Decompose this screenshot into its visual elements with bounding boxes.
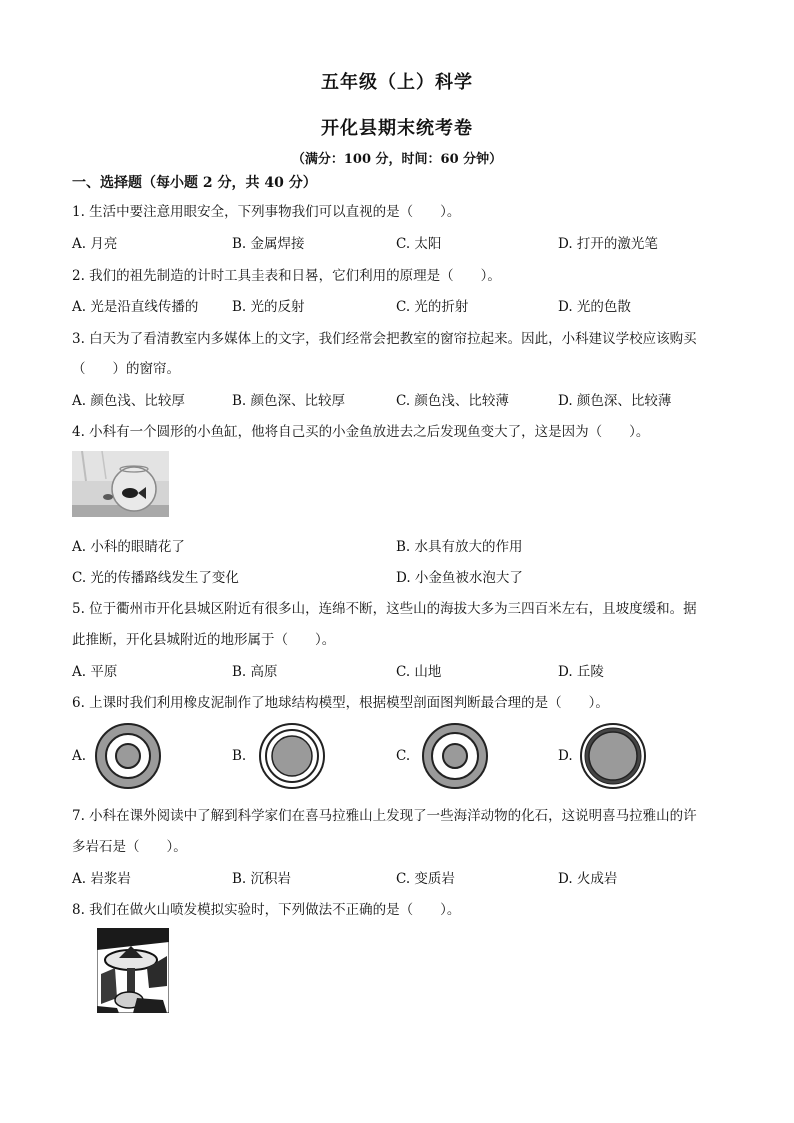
question-7-stem-line-1: 7. 小科在课外阅读中了解到科学家们在喜马拉雅山上发现了一些海洋动物的化石，这说明喜马拉雅山的许 — [72, 808, 697, 824]
q3-option-c[interactable]: C. 颜色浅、比较薄 — [396, 393, 509, 409]
q5-option-d[interactable]: D. 丘陵 — [558, 664, 604, 680]
q2-option-a[interactable]: A. 光是沿直线传播的 — [72, 299, 199, 315]
q4-option-d[interactable]: D. 小金鱼被水泡大了 — [396, 570, 523, 586]
q6-diagram-b — [258, 722, 326, 790]
q4-option-c[interactable]: C. 光的传播路线发生了变化 — [72, 570, 239, 586]
q3-option-d[interactable]: D. 颜色深、比较薄 — [558, 393, 672, 409]
question-7-stem-line-2: 多岩石是（ ）。 — [72, 839, 187, 855]
question-8-stem: 8. 我们在做火山喷发模拟实验时，下列做法不正确的是（ ）。 — [72, 902, 461, 918]
question-4-stem: 4. 小科有一个圆形的小鱼缸，他将自己买的小金鱼放进去之后发现鱼变大了，这是因为（ ）。 — [72, 424, 650, 440]
q2-option-d[interactable]: D. 光的色散 — [558, 299, 631, 315]
q1-option-a[interactable]: A. 月亮 — [72, 236, 118, 252]
q6-option-c[interactable]: C. — [396, 748, 411, 764]
q5-option-b[interactable]: B. 高原 — [232, 664, 278, 680]
question-5-stem-line-1: 5. 位于衢州市开化县城区附近有很多山，连绵不断，这些山的海拔大多为三四百米左右，且坡度缓和。据 — [72, 601, 697, 617]
q6-diagram-a — [94, 722, 162, 790]
q7-option-b[interactable]: B. 沉积岩 — [232, 871, 292, 887]
q7-option-d[interactable]: D. 火成岩 — [558, 871, 618, 887]
q3-option-a[interactable]: A. 颜色浅、比较厚 — [72, 393, 185, 409]
question-5-stem-line-2: 此推断，开化县城附近的地形属于（ ）。 — [72, 632, 336, 648]
q1-option-c[interactable]: C. 太阳 — [396, 236, 442, 252]
q7-option-c[interactable]: C. 变质岩 — [396, 871, 455, 887]
section-title: 一、选择题（每小题 2 分，共 40 分） — [72, 175, 317, 191]
q6-option-d[interactable]: D. — [558, 748, 573, 764]
q6-option-b[interactable]: B. — [232, 748, 247, 764]
paper-title: 五年级（上）科学 — [321, 72, 473, 93]
volcano-experiment-photo — [97, 928, 169, 1013]
q2-option-b[interactable]: B. 光的反射 — [232, 299, 305, 315]
question-6-stem: 6. 上课时我们利用橡皮泥制作了地球结构模型，根据模型剖面图判断最合理的是（ ）。 — [72, 695, 609, 711]
q6-diagram-c — [421, 722, 489, 790]
q4-option-b[interactable]: B. 水具有放大的作用 — [396, 539, 523, 555]
exam-meta: （满分：100 分，时间：60 分钟） — [291, 152, 503, 167]
question-3-stem-line-1: 3. 白天为了看清教室内多媒体上的文字，我们经常会把教室的窗帘拉起来。因此，小科建议学校应该购买 — [72, 331, 697, 347]
q5-option-a[interactable]: A. 平原 — [72, 664, 118, 680]
q5-option-c[interactable]: C. 山地 — [396, 664, 442, 680]
question-3-stem-line-2: （ ）的窗帘。 — [72, 361, 180, 377]
question-1-stem: 1. 生活中要注意用眼安全，下列事物我们可以直视的是（ ）。 — [72, 204, 461, 220]
fishbowl-photo — [72, 451, 169, 517]
q6-diagram-d — [579, 722, 647, 790]
q2-option-c[interactable]: C. 光的折射 — [396, 299, 469, 315]
q4-option-a[interactable]: A. 小科的眼睛花了 — [72, 539, 185, 555]
q3-option-b[interactable]: B. 颜色深、比较厚 — [232, 393, 346, 409]
q6-option-a[interactable]: A. — [72, 748, 87, 764]
q7-option-a[interactable]: A. 岩浆岩 — [72, 871, 131, 887]
paper-subtitle: 开化县期末统考卷 — [321, 118, 473, 139]
q1-option-d[interactable]: D. 打开的激光笔 — [558, 236, 658, 252]
q1-option-b[interactable]: B. 金属焊接 — [232, 236, 305, 252]
question-2-stem: 2. 我们的祖先制造的计时工具圭表和日晷，它们利用的原理是（ ）。 — [72, 268, 501, 284]
